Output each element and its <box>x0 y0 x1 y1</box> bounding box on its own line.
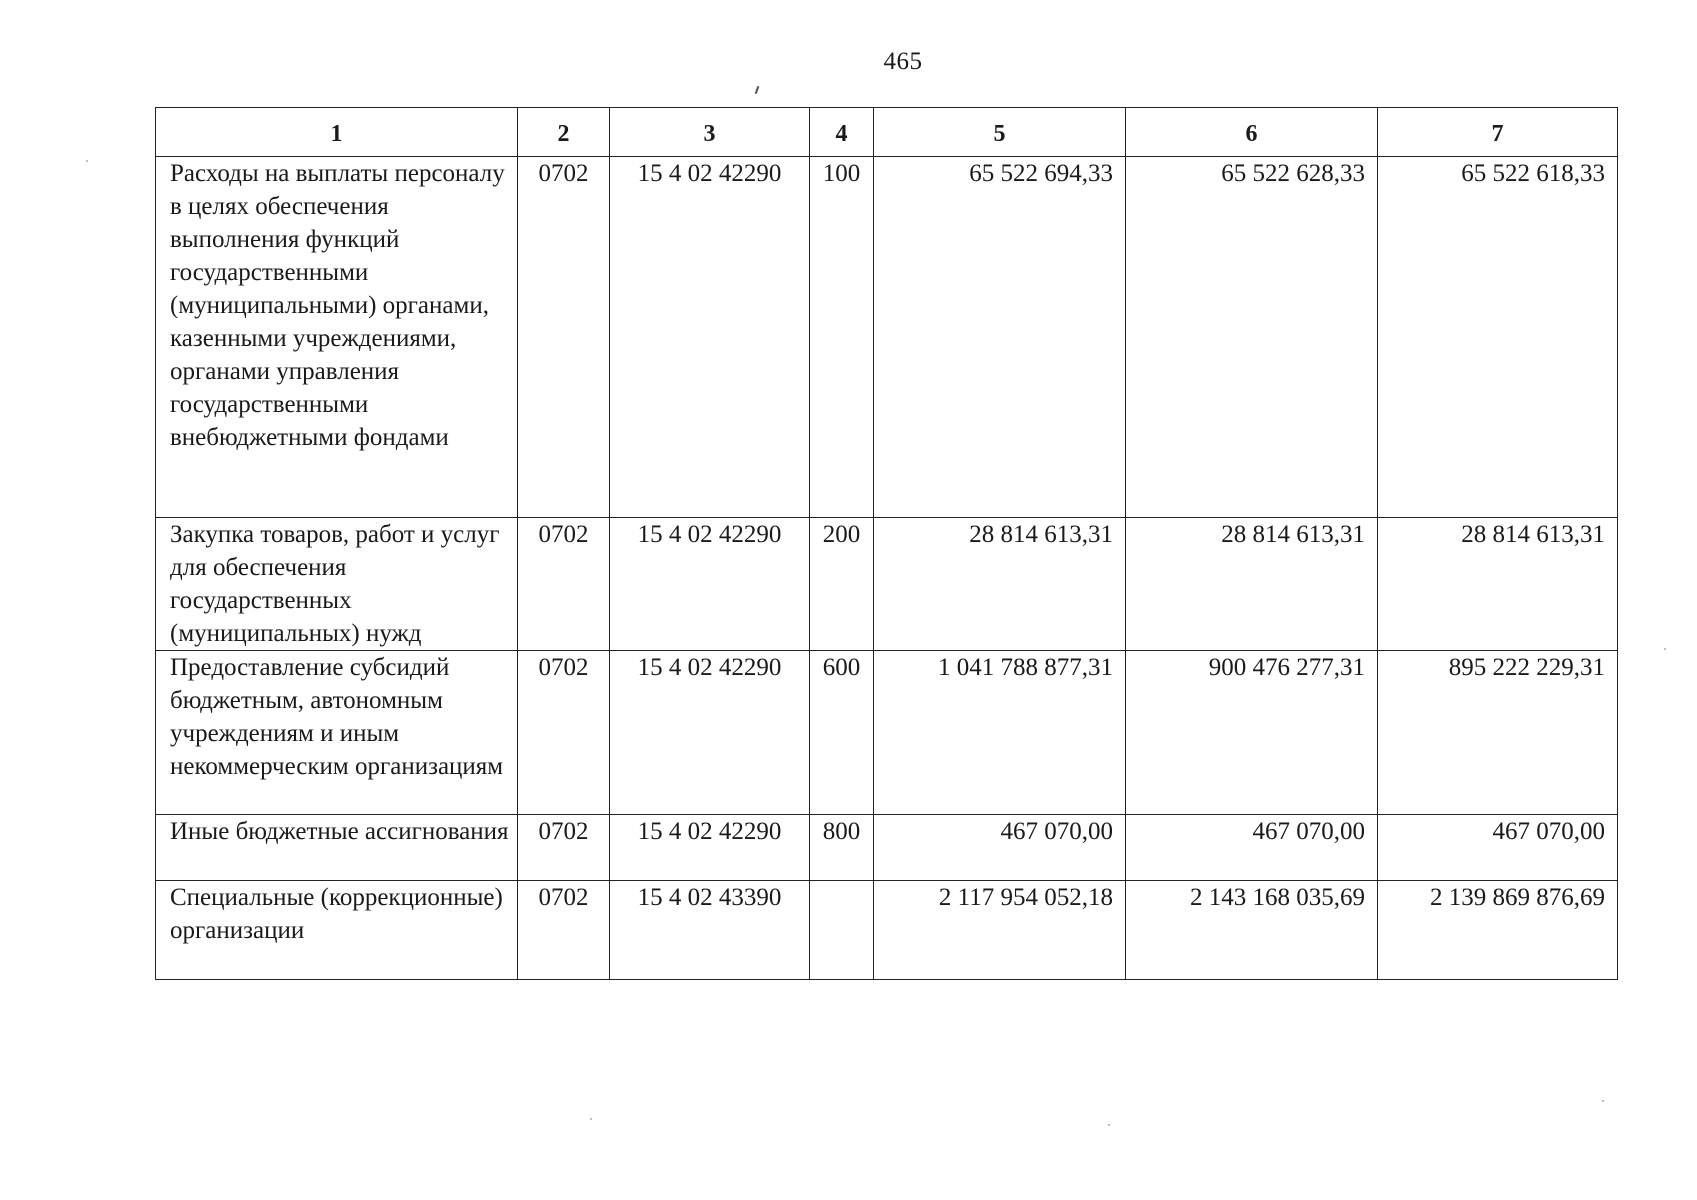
table-row <box>156 815 1618 881</box>
row-amount-6: 65 522 628,33 <box>1126 157 1378 518</box>
budget-table <box>155 107 1618 980</box>
row-amount-6: 900 476 277,31 <box>1126 651 1378 815</box>
column-header: 2 <box>518 108 610 157</box>
scan-speck <box>1108 1124 1110 1126</box>
row-amount-6: 467 070,00 <box>1126 815 1378 881</box>
row-amount-7: 895 222 229,31 <box>1378 651 1618 815</box>
row-expense-type: 800 <box>810 815 874 881</box>
table-header-row <box>156 108 1618 157</box>
row-section: 0702 <box>518 881 610 980</box>
row-section: 0702 <box>518 815 610 881</box>
row-expense-type: 100 <box>810 157 874 518</box>
row-amount-7: 467 070,00 <box>1378 815 1618 881</box>
row-name: Расходы на выплаты персоналу в целях обеспечения выполнения функций государственными (муниципальными) органами, казенными учреждениями, органами управления государственными внебюджетными фондами <box>156 157 518 518</box>
row-amount-6: 28 814 613,31 <box>1126 518 1378 651</box>
row-amount-5: 65 522 694,33 <box>874 157 1126 518</box>
row-section: 0702 <box>518 157 610 518</box>
page-number: 465 <box>883 48 923 75</box>
row-expense-type: 600 <box>810 651 874 815</box>
row-target-article: 15 4 02 43390 <box>610 881 810 980</box>
row-name: Специальные (коррекционные) организации <box>156 881 518 980</box>
row-name: Закупка товаров, работ и услуг для обеспечения государственных (муниципальных) нужд <box>156 518 518 651</box>
scan-speck <box>1602 1100 1604 1102</box>
column-header: 1 <box>156 108 518 157</box>
row-name: Иные бюджетные ассигнования <box>156 815 518 881</box>
table-row <box>156 651 1618 815</box>
row-amount-5: 28 814 613,31 <box>874 518 1126 651</box>
table-row <box>156 881 1618 980</box>
column-header: 3 <box>610 108 810 157</box>
row-section: 0702 <box>518 651 610 815</box>
row-amount-7: 28 814 613,31 <box>1378 518 1618 651</box>
row-target-article: 15 4 02 42290 <box>610 815 810 881</box>
row-amount-7: 65 522 618,33 <box>1378 157 1618 518</box>
scan-speck <box>86 160 88 162</box>
column-header: 6 <box>1126 108 1378 157</box>
row-target-article: 15 4 02 42290 <box>610 157 810 518</box>
row-expense-type <box>810 881 874 980</box>
table-row <box>156 157 1618 518</box>
row-amount-6: 2 143 168 035,69 <box>1126 881 1378 980</box>
column-header: 4 <box>810 108 874 157</box>
table-row <box>156 518 1618 651</box>
column-header: 7 <box>1378 108 1618 157</box>
row-target-article: 15 4 02 42290 <box>610 518 810 651</box>
scan-mark <box>755 86 760 94</box>
scan-speck <box>590 1118 592 1120</box>
row-expense-type: 200 <box>810 518 874 651</box>
scan-speck <box>1664 648 1666 650</box>
row-section: 0702 <box>518 518 610 651</box>
row-amount-5: 2 117 954 052,18 <box>874 881 1126 980</box>
row-target-article: 15 4 02 42290 <box>610 651 810 815</box>
column-header: 5 <box>874 108 1126 157</box>
row-amount-5: 1 041 788 877,31 <box>874 651 1126 815</box>
row-name: Предоставление субсидий бюджетным, автономным учреждениям и иным некоммерческим организациям <box>156 651 518 815</box>
row-amount-7: 2 139 869 876,69 <box>1378 881 1618 980</box>
row-amount-5: 467 070,00 <box>874 815 1126 881</box>
